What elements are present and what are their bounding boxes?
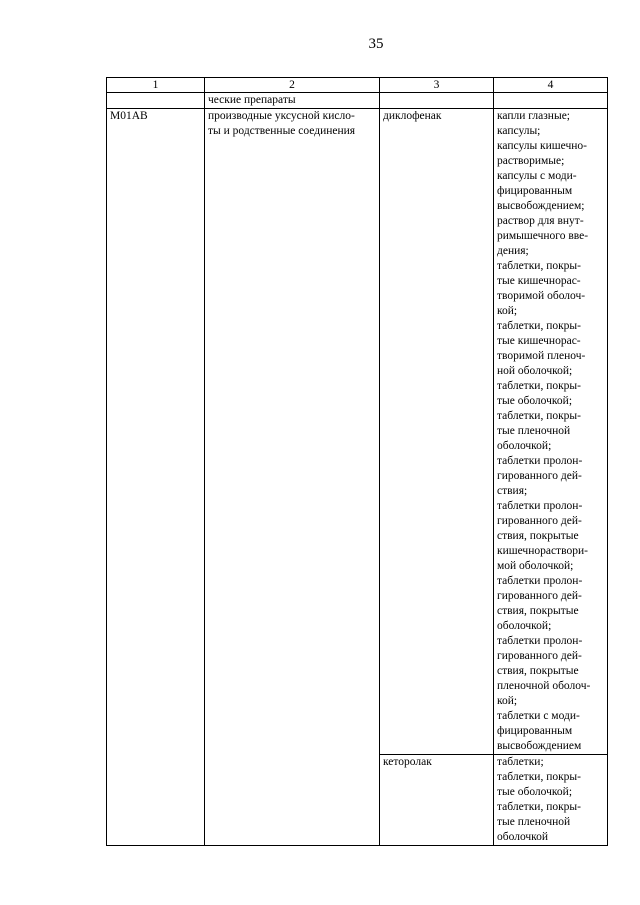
table-header-row: [107, 78, 608, 93]
continuation-row: [107, 93, 608, 109]
dosage-form-line: таблетки;: [497, 756, 544, 768]
header-col-4: 4: [494, 78, 608, 93]
dosage-form-line: оболочкой;: [497, 620, 552, 632]
dosage-form-line: таблетки пролон-: [497, 635, 583, 647]
dosage-form-line: таблетки, покры-: [497, 771, 581, 783]
dosage-form-line: гированного дей-: [497, 650, 582, 662]
continuation-col-2: ческие препараты: [205, 93, 380, 109]
dosage-form-line: таблетки пролон-: [497, 575, 583, 587]
dosage-forms: [494, 109, 608, 755]
dosage-form-line: гированного дей-: [497, 515, 582, 527]
dosage-form-line: фицированным: [497, 185, 573, 197]
dosage-form-line: тые кишечнорас-: [497, 335, 581, 347]
dosage-form-line: капсулы кишечно-: [497, 140, 587, 152]
dosage-form-line: раствор для внут-: [497, 215, 584, 227]
dosage-form-line: мой оболочкой;: [497, 560, 574, 572]
drug-name: диклофенак: [380, 109, 494, 755]
group-name-line: производные уксусной кисло-: [208, 110, 355, 122]
atc-code: M01AB: [107, 109, 205, 846]
table-row: [107, 109, 608, 755]
dosage-form-line: таблетки, покры-: [497, 320, 581, 332]
continuation-col-3: [380, 93, 494, 109]
dosage-form-line: таблетки, покры-: [497, 380, 581, 392]
dosage-form-line: гированного дей-: [497, 590, 582, 602]
dosage-form-line: кой;: [497, 695, 518, 707]
dosage-form-line: кой;: [497, 305, 518, 317]
dosage-form-line: таблетки пролон-: [497, 500, 583, 512]
dosage-form-line: таблетки, покры-: [497, 260, 581, 272]
dosage-form-line: фицированным: [497, 725, 573, 737]
dosage-form-line: тые оболочкой;: [497, 786, 573, 798]
drug-table: [106, 77, 608, 846]
dosage-form-line: ствия;: [497, 485, 528, 497]
page-number: 35: [368, 36, 384, 52]
dosage-form-line: таблетки пролон-: [497, 455, 583, 467]
dosage-form-line: оболочкой;: [497, 440, 552, 452]
header-col-2: 2: [205, 78, 380, 93]
header-col-1: 1: [107, 78, 205, 93]
dosage-forms: [494, 755, 608, 846]
dosage-form-line: растворимые;: [497, 155, 565, 167]
continuation-col-4: [494, 93, 608, 109]
header-col-3: 3: [380, 78, 494, 93]
dosage-form-line: ствия, покрытые: [497, 665, 579, 677]
dosage-form-line: творимой оболоч-: [497, 290, 586, 302]
dosage-form-line: тые кишечнорас-: [497, 275, 581, 287]
dosage-form-line: ствия, покрытые: [497, 605, 579, 617]
dosage-form-line: таблетки, покры-: [497, 801, 581, 813]
dosage-form-line: таблетки, покры-: [497, 410, 581, 422]
dosage-form-line: дения;: [497, 245, 529, 257]
dosage-form-line: тые оболочкой;: [497, 395, 573, 407]
dosage-form-line: тые пленочной: [497, 425, 571, 437]
dosage-form-line: капсулы с моди-: [497, 170, 577, 182]
dosage-form-line: кишечнораствори-: [497, 545, 588, 557]
continuation-col-1: [107, 93, 205, 109]
dosage-form-line: оболочкой: [497, 831, 549, 843]
dosage-form-line: ной оболочкой;: [497, 365, 573, 377]
dosage-form-line: римышечного вве-: [497, 230, 589, 242]
dosage-form-line: ствия, покрытые: [497, 530, 579, 542]
drug-name: кеторолак: [380, 755, 494, 846]
dosage-form-line: капли глазные;: [497, 110, 570, 122]
dosage-form-line: творимой пленоч-: [497, 350, 586, 362]
group-name: [205, 109, 380, 846]
dosage-form-line: высвобождением: [497, 740, 582, 752]
dosage-form-line: высвобождением;: [497, 200, 585, 212]
dosage-form-line: таблетки с моди-: [497, 710, 580, 722]
group-name-line: ты и родственные соединения: [208, 125, 356, 137]
dosage-form-line: пленочной оболоч-: [497, 680, 591, 692]
dosage-form-line: гированного дей-: [497, 470, 582, 482]
dosage-form-line: капсулы;: [497, 125, 541, 137]
dosage-form-line: тые пленочной: [497, 816, 571, 828]
